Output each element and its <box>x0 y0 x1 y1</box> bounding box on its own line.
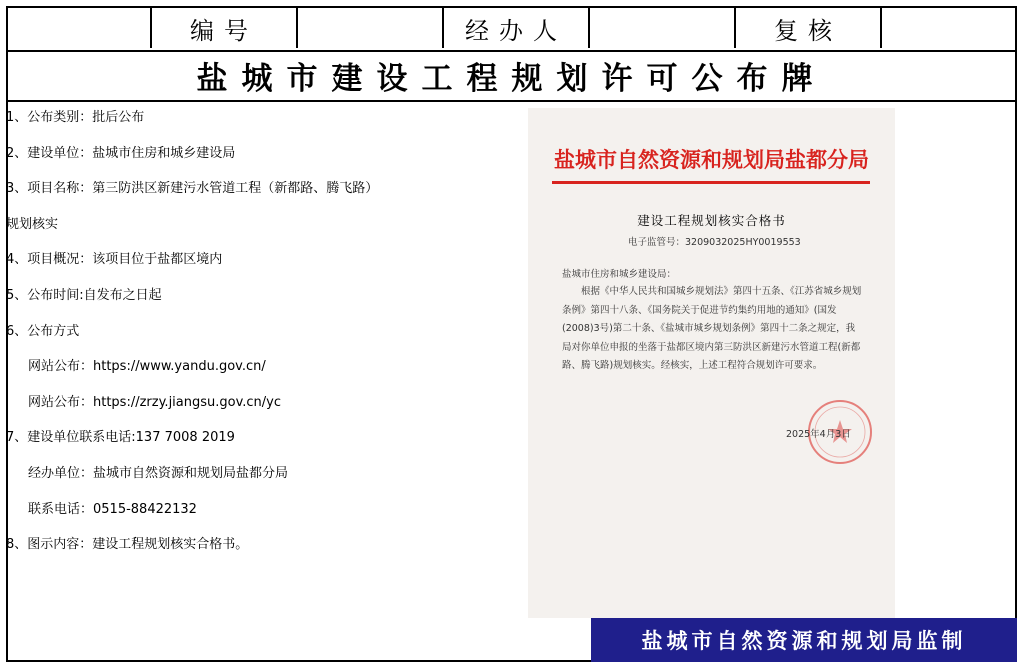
info-item-builder-phone: 7、建设单位联系电话:137 7008 2019 <box>6 430 235 446</box>
info-list <box>6 108 516 571</box>
footer-issuer: 盐城市自然资源和规划局监制 <box>591 618 1017 662</box>
addressee: 盐城市住房和城乡建设局： <box>562 269 677 280</box>
supervision-code: 电子监管号：3209032025HY0019553 <box>628 237 801 248</box>
info-item-project-name-cont: 规划核实 <box>6 216 59 232</box>
number-value-cell <box>298 8 444 48</box>
number-label: 编号 <box>152 8 298 48</box>
info-item-figure: 8、图示内容：建设工程规划核实合格书。 <box>6 537 249 553</box>
handler-label: 经办人 <box>444 8 590 48</box>
info-item-website-1: 网站公布：https://www.yandu.gov.cn/ <box>28 359 266 375</box>
page-title: 盐城市建设工程规划许可公布牌 <box>8 50 1015 102</box>
info-item-website-2: 网站公布：https://zrzy.jiangsu.gov.cn/yc <box>28 394 282 410</box>
review-label: 复核 <box>736 8 882 48</box>
issuer-heading: 盐城市自然资源和规划局盐都分局 <box>554 147 869 172</box>
info-item-builder: 2、建设单位：盐城市住房和城乡建设局 <box>6 145 236 161</box>
review-value-cell <box>882 8 1015 48</box>
certificate-body: 根据《中华人民共和国城乡规划法》第四十五条、《江苏省城乡规划条例》第四十八条、《国务院关于促进节约集约用地的通知》(国发(2008)3号)第二十条、《盐城市城乡规划条例》第四十二条之规定，我局对你单位申报的坐落于盐都区境内第三防洪区新建污水管道工程(新都路、腾飞路)规划核实。经核实，上述工程符合规划许可要求。 <box>562 286 862 371</box>
header-row <box>8 8 1015 52</box>
certificate-title: 建设工程规划核实合格书 <box>637 213 786 228</box>
info-item-method: 6、公布方式 <box>6 323 80 339</box>
header-blank-cell <box>8 8 152 48</box>
handler-value-cell <box>590 8 736 48</box>
info-item-time: 5、公布时间:自发布之日起 <box>6 287 162 303</box>
red-rule <box>552 181 870 184</box>
info-item-handler-phone: 联系电话：0515-88422132 <box>28 501 197 517</box>
certificate-document <box>528 108 895 618</box>
info-item-handler-unit: 经办单位：盐城市自然资源和规划局盐都分局 <box>28 465 289 481</box>
info-item-project-name: 3、项目名称：第三防洪区新建污水管道工程（新都路、腾飞路） <box>6 181 379 197</box>
info-item-category: 1、公布类别：批后公布 <box>6 110 145 125</box>
certificate-date: 2025年4月3日 <box>786 429 851 440</box>
info-item-overview: 4、项目概况：该项目位于盐都区境内 <box>6 252 223 268</box>
